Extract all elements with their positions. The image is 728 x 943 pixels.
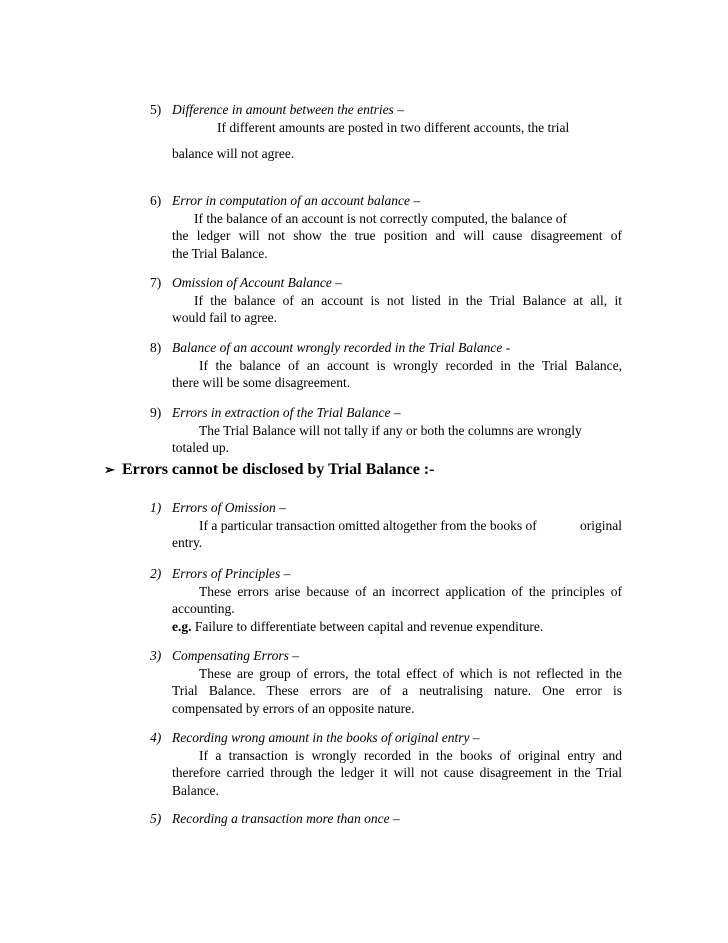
list-item: [150, 192, 622, 262]
item-title: Error in computation of an account balance –: [172, 193, 421, 208]
item-text: Balance.: [172, 782, 219, 798]
item-text: These errors arise because of an incorrect application of the principles of: [199, 583, 622, 599]
item-title: Recording a transaction more than once –: [172, 811, 400, 826]
item-text: Trial Balance. These errors are of a neutralising nature. One error is: [172, 683, 622, 698]
item-number: 5): [150, 102, 162, 117]
item-text-part: If a particular transaction omitted altogether from the books of: [199, 517, 537, 533]
item-number: 7): [150, 275, 162, 290]
list-item: [150, 339, 622, 392]
item-text: balance will not agree.: [172, 146, 295, 161]
list-item: [150, 404, 622, 457]
item-title: Errors of Omission –: [172, 500, 286, 515]
item-number: 6): [150, 193, 162, 208]
example-label: e.g.: [172, 618, 192, 634]
item-title: Errors of Principles –: [172, 566, 291, 581]
item-text: would fail to agree.: [172, 310, 277, 325]
item-text: If the balance of an account is not correctly computed, the balance of: [194, 210, 567, 226]
item-title: Errors in extraction of the Trial Balance –: [172, 405, 401, 420]
item-text: The Trial Balance will not tally if any or both the columns are wrongly: [199, 422, 582, 438]
section-heading-text: Errors cannot be disclosed by Trial Balance :-: [122, 461, 435, 478]
list-item: [150, 810, 622, 828]
item-text: These are group of errors, the total effect of which is not reflected in the: [199, 665, 622, 681]
item-text: entry.: [172, 535, 203, 550]
item-text: totaled up.: [172, 440, 229, 455]
item-text: therefore carried through the ledger it will not cause disagreement in the Trial: [172, 765, 622, 780]
item-title: Balance of an account wrongly recorded in the Trial Balance -: [172, 340, 511, 355]
arrow-bullet-icon: ➢: [104, 462, 115, 477]
list-item: [150, 499, 622, 552]
list-item: [150, 101, 622, 163]
item-number: 8): [150, 340, 162, 355]
list-item: [150, 729, 622, 799]
list-item: [150, 647, 622, 717]
list-item: [150, 274, 622, 327]
item-text: the ledger will not show the true position and will cause disagreement of: [172, 228, 622, 243]
item-number: 3): [150, 648, 162, 663]
example-text: Failure to differentiate between capital and revenue expenditure.: [194, 618, 544, 634]
section-heading: [104, 461, 434, 479]
item-text: accounting.: [172, 601, 235, 616]
item-text: there will be some disagreement.: [172, 375, 351, 390]
item-number: 4): [150, 730, 162, 745]
item-title: Recording wrong amount in the books of original entry –: [172, 730, 480, 745]
item-text: If a transaction is wrongly recorded in the books of original entry and: [199, 747, 622, 763]
item-number: 5): [150, 811, 162, 826]
item-number: 2): [150, 566, 162, 581]
example-line: [172, 618, 622, 636]
item-text: If different amounts are posted in two different accounts, the trial: [217, 119, 570, 135]
item-text: If the balance of an account is wrongly recorded in the Trial Balance,: [199, 357, 622, 373]
item-text-part: original: [580, 517, 622, 533]
item-text: the Trial Balance.: [172, 245, 268, 261]
item-number: 9): [150, 405, 162, 420]
item-text: compensated by errors of an opposite nature.: [172, 700, 415, 716]
item-title: Difference in amount between the entries –: [172, 102, 404, 117]
list-item: [150, 565, 622, 635]
item-number: 1): [150, 500, 162, 515]
item-text: [172, 517, 622, 535]
item-title: Omission of Account Balance –: [172, 275, 342, 290]
item-text: If the balance of an account is not listed in the Trial Balance at all, it: [194, 292, 622, 308]
item-title: Compensating Errors –: [172, 648, 300, 663]
